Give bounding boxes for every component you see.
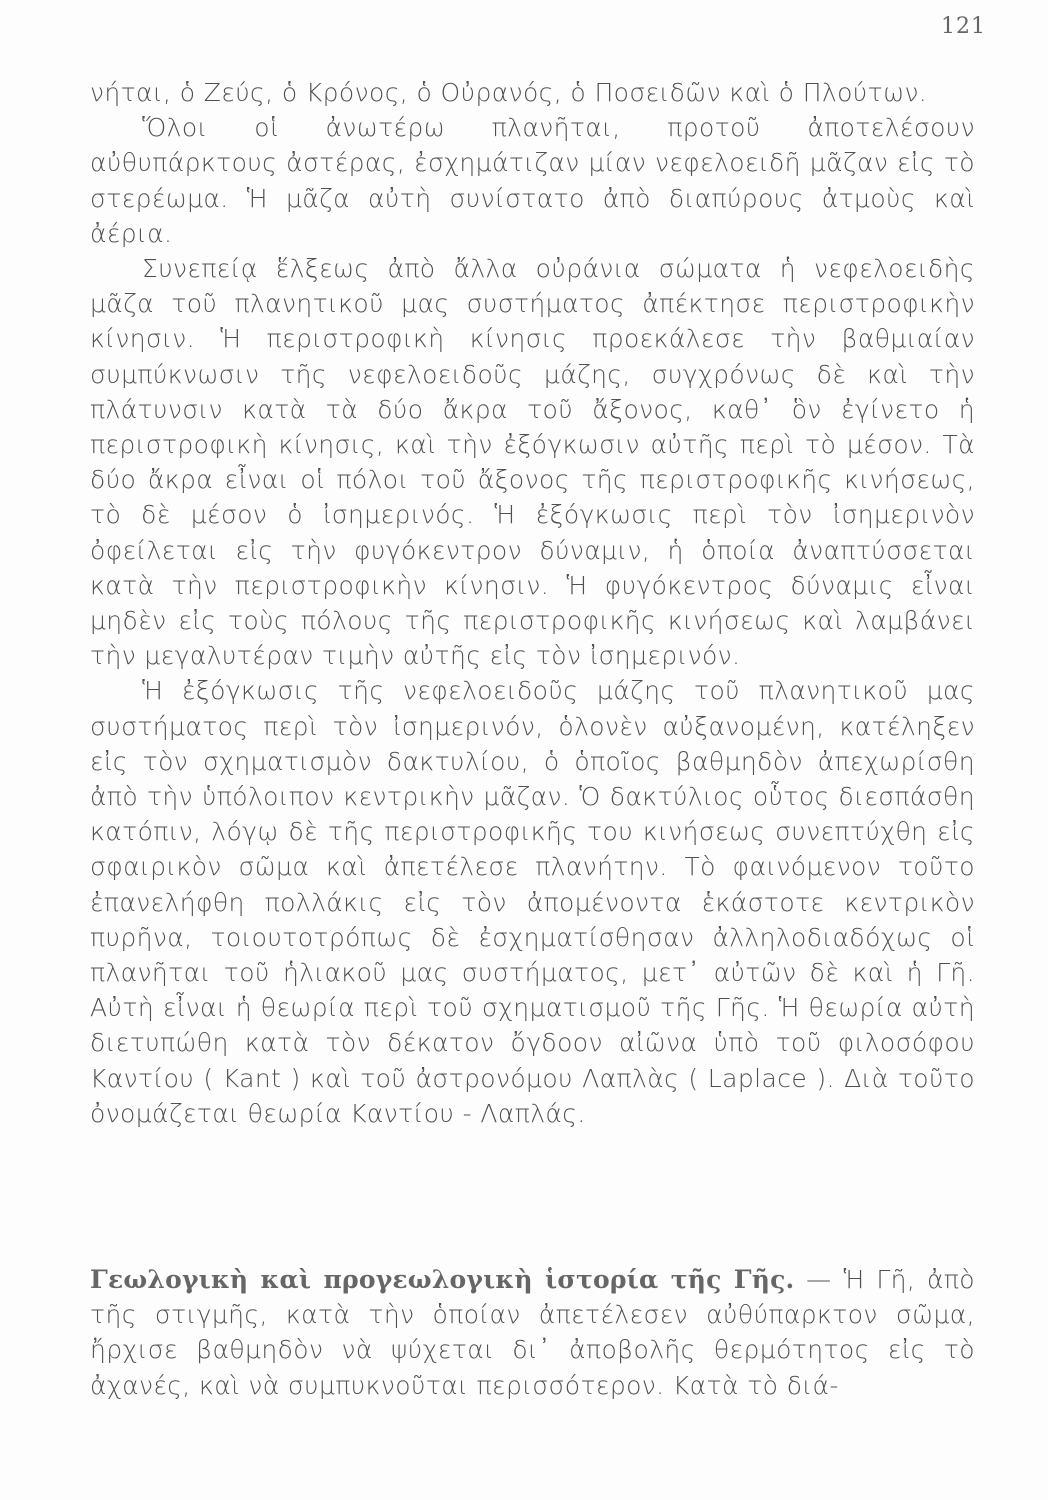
main-text xyxy=(90,75,975,1131)
paragraph-1: νήται, ὁ Ζεύς, ὁ Κρόνος, ὁ Οὐρανός, ὁ Ποσειδῶν καὶ ὁ Πλούτων. xyxy=(90,78,928,107)
paragraph-3: Συνεπείᾳ ἕλξεως ἀπὸ ἄλλα οὐράνια σώματα ἡ νεφελοειδὴς μᾶζα τοῦ πλανητικοῦ μας συστήματος ἀπέκτησε περιστροφικὴν κίνησιν. Ἡ περιστροφικὴ κίνησις προεκάλεσε τὴν βαθμιαίαν συμπύκνωσιν τῆς νεφελοειδοῦς μάζης, συγχρόνως δὲ καὶ τὴν πλάτυνσιν κατὰ τὰ δύο ἄκρα τοῦ ἄξονος, καθ᾽ ὃν ἐγίνετο ἡ περιστροφικὴ κίνησις, καὶ τὴν ἐξόγκωσιν αὐτῆς περὶ τὸ μέσον. Τὰ δύο ἄκρα εἶναι οἱ πόλοι τοῦ ἄξονος τῆς περιστροφικῆς κινήσεως, τὸ δὲ μέσον ὁ ἰσημερινός. Ἡ ἐξόγκωσις περὶ τὸν ἰσημερινὸν ὀφείλεται εἰς τὴν φυγόκεντρον δύναμιν, ἡ ὁποία ἀναπτύσσεται κατὰ τὴν περιστροφικὴν κίνησιν. Ἡ φυγόκεντρος δύναμις εἶναι μηδὲν εἰς τοὺς πόλους τῆς περιστροφικῆς κινήσεως καὶ λαμβάνει τὴν μεγαλυτέραν τιμὴν αὐτῆς εἰς τὸν ἰσημερινόν. xyxy=(90,254,975,671)
section-paragraph xyxy=(90,1262,975,1403)
paragraph-4: Ἡ ἐξόγκωσις τῆς νεφελοειδοῦς μάζης τοῦ πλανητικοῦ μας συστήματος περὶ τὸν ἰσημερινόν, ὁλονὲν αὐξανομένη, κατέληξεν εἰς τὸν σχηματισμὸν δακτυλίου, ὁ ὁποῖος βαθμηδὸν ἀπεχωρίσθη ἀπὸ τὴν ὑπόλοιπον κεντρικὴν μᾶζαν. Ὁ δακτύλιος οὗτος διεσπάσθη κατόπιν, λόγῳ δὲ τῆς περιστροφικῆς του κινήσεως συνεπτύχθη εἰς σφαιρικὸν σῶμα καὶ ἀπετέλεσε πλανήτην. Τὸ φαινόμενον τοῦτο ἐπανελήφθη πολλάκις εἰς τὸν ἀπομένοντα ἑκάστοτε κεντρικὸν πυρῆνα, τοιουτοτρόπως δὲ ἐσχηματίσθησαν ἀλληλοδιαδόχως οἱ πλανῆται τοῦ ἡλιακοῦ μας συστήματος, μετ᾽ αὐτῶν δὲ καὶ ἡ Γῆ. Αὐτὴ εἶναι ἡ θεωρία περὶ τοῦ σχηματισμοῦ τῆς Γῆς. Ἡ θεωρία αὐτὴ διετυπώθη κατὰ τὸν δέκατον ὄγδοον αἰῶνα ὑπὸ τοῦ φιλοσόφου Καντίου ( Kant ) καὶ τοῦ ἀστρονόμου Λαπλὰς ( Laplace ). Διὰ τοῦτο ὀνομάζεται θεωρία Καντίου - Λαπλάς. xyxy=(90,676,975,1128)
section-heading: Γεωλογικὴ καὶ προγεωλογικὴ ἱστορία τῆς Γῆς. xyxy=(90,1265,795,1294)
page-number: 121 xyxy=(941,14,986,39)
paragraph-2: Ὅλοι οἱ ἀνωτέρω πλανῆται, προτοῦ ἀποτελέσουν αὐθυπάρκτους ἀστέρας, ἐσχημάτιζαν μίαν νεφελοειδῆ μᾶζαν εἰς τὸ στερέωμα. Ἡ μᾶζα αὐτὴ συνίστατο ἀπὸ διαπύρους ἀτμοὺς καὶ ἀέρια. xyxy=(90,113,975,248)
section-text: Ἡ Γῆ, ἀπὸ τῆς στιγμῆς, κατὰ τὴν ὁποίαν ἀπετέλεσεν αὐθύπαρκτον σῶμα, ἤρχισε βαθμηδὸν νὰ ψύχεται δι᾽ ἀποβολῆς θερμότητος εἰς τὸ ἀχανές, καὶ νὰ συμπυκνοῦται περισσότερον. Κατὰ τὸ διά- xyxy=(90,1265,975,1400)
section-block xyxy=(90,1262,975,1403)
section-separator: — xyxy=(794,1265,844,1294)
